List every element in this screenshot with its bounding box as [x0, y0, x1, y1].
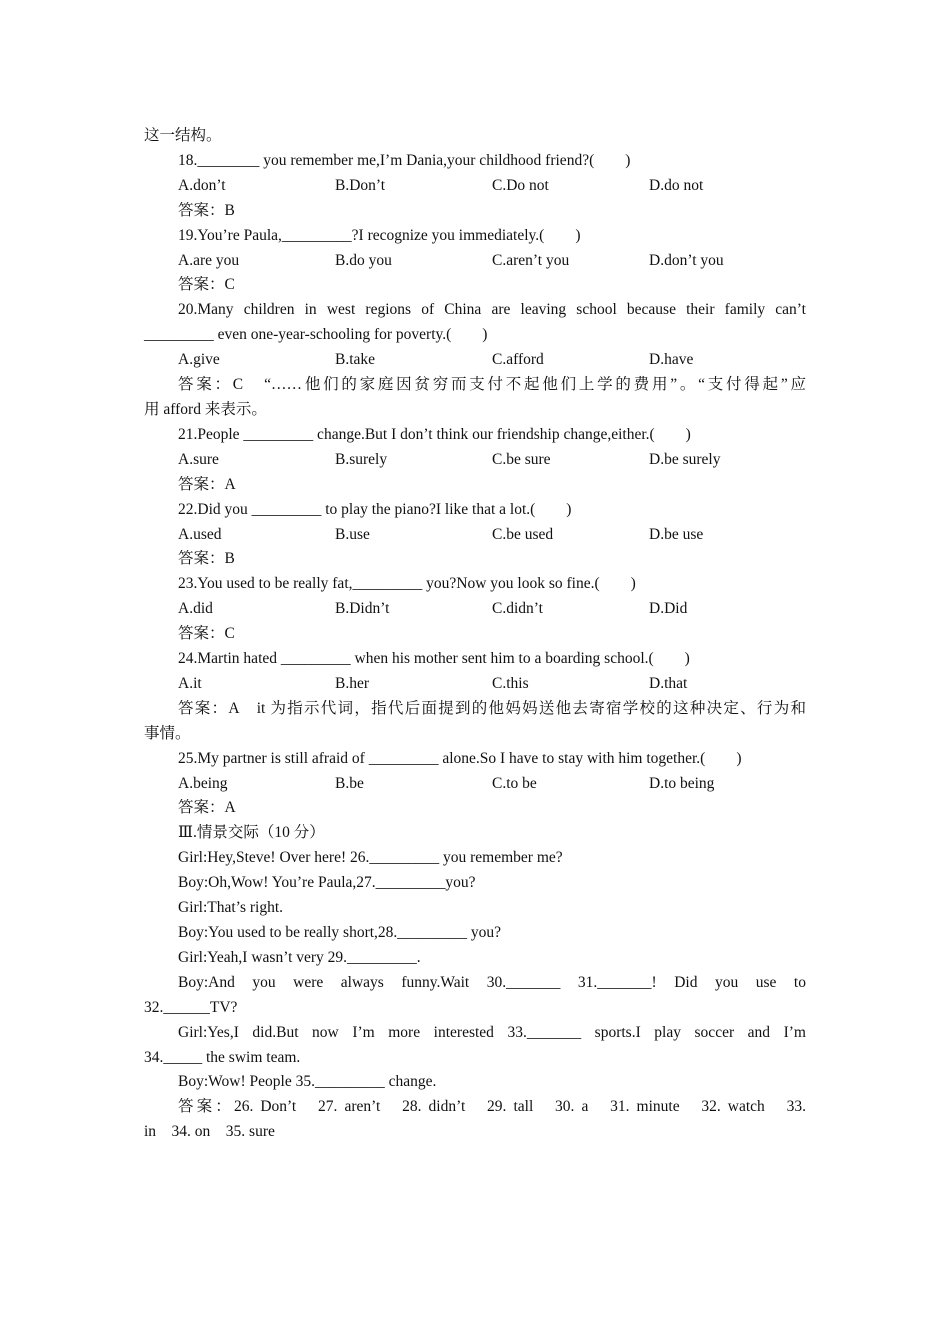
question-24: 24.Martin hated _________ when his mother sent him to a boarding school.( ) [178, 650, 690, 668]
options-24 [144, 672, 806, 697]
option-b: B.take [335, 351, 376, 369]
answer-24-line2: 事情。 [144, 724, 191, 742]
option-a: A.used [178, 525, 222, 543]
option-b: B.use [335, 525, 370, 543]
option-a: A.sure [178, 450, 219, 468]
option-b: B.surely [335, 450, 388, 468]
option-d: D.be surely [649, 450, 721, 468]
option-b: B.Don’t [335, 176, 386, 194]
final-answer-line2: in 34. on 35. sure [144, 1123, 275, 1141]
option-a: A.don’t [178, 176, 226, 194]
option-d: D.do not [649, 176, 704, 194]
dialogue-line-8: Boy:Wow! People 35._________ change. [178, 1073, 437, 1091]
option-a: A.it [178, 674, 202, 692]
options-25 [144, 772, 806, 797]
option-a: A.give [178, 351, 220, 369]
answer-18: 答案：B [178, 201, 235, 219]
answer-19: 答案：C [178, 276, 235, 294]
option-b: B.do you [335, 251, 392, 269]
question-18: 18.________ you remember me,I’m Dania,your childhood friend?( ) [178, 151, 631, 169]
options-23 [144, 597, 806, 622]
option-d: D.Did [649, 600, 688, 618]
final-answer-line1: 答案：26. Don’t 27. aren’t 28. didn’t 29. tall 30. a 31. minute 32. watch 33. [178, 1098, 806, 1116]
option-b: B.be [335, 774, 364, 792]
option-d: D.don’t you [649, 251, 724, 269]
option-a: A.did [178, 600, 213, 618]
dialogue-line: Girl:That’s right. [178, 899, 284, 917]
option-d: D.be use [649, 525, 704, 543]
answer-24-line1: 答案：A it 为指示代词，指代后面提到的他妈妈送他去寄宿学校的这种决定、行为和 [178, 699, 806, 717]
dialogue-line-7b: 34._____ the swim team. [144, 1048, 301, 1066]
dialogue-line: Girl:Yeah,I wasn’t very 29._________. [178, 948, 421, 966]
dialogue-line-7a: Girl:Yes,I did.But now I’m more interested 33._______ sports.I play soccer and I’m [178, 1023, 806, 1041]
options-20 [144, 348, 806, 373]
answer-20-line1: 答案：C “……他们的家庭因贫穷而支付不起他们上学的费用”。“支付得起”应 [178, 376, 806, 394]
options-22 [144, 523, 806, 548]
dialogue-line-6a: Boy:And you were always funny.Wait 30._______ 31._______! Did you use to [178, 973, 806, 991]
options-18 [144, 174, 806, 199]
option-a: A.are you [178, 251, 240, 269]
question-22: 22.Did you _________ to play the piano?I like that a lot.( ) [178, 500, 572, 518]
question-20-line2: _________ even one-year-schooling for poverty.( ) [144, 326, 488, 344]
option-c: C.be sure [492, 450, 551, 468]
question-23: 23.You used to be really fat,_________ you?Now you look so fine.( ) [178, 575, 636, 593]
answer-23: 答案：C [178, 625, 235, 643]
option-c: C.aren’t you [492, 251, 570, 269]
option-a: A.being [178, 774, 228, 792]
option-c: C.this [492, 674, 529, 692]
option-c: C.to be [492, 774, 537, 792]
answer-21: 答案：A [178, 475, 236, 493]
option-d: D.have [649, 351, 694, 369]
intro-text: 这一结构。 [144, 127, 222, 144]
dialogue-line: Girl:Hey,Steve! Over here! 26._________ you remember me? [178, 849, 563, 867]
option-b: B.her [335, 674, 370, 692]
option-c: C.didn’t [492, 600, 543, 618]
option-d: D.to being [649, 774, 715, 792]
dialogue-line: Boy:You used to be really short,28._________ you? [178, 924, 502, 941]
answer-22: 答案：B [178, 550, 235, 568]
option-c: C.Do not [492, 176, 549, 194]
answer-25: 答案：A [178, 799, 236, 817]
dialogue-line: Boy:Oh,Wow! You’re Paula,27._________you? [178, 874, 476, 892]
question-21: 21.People _________ change.But I don’t think our friendship change,either.( ) [178, 425, 691, 443]
document-page [144, 124, 806, 1145]
question-25: 25.My partner is still afraid of _________ alone.So I have to stay with him together.( ) [178, 749, 742, 767]
question-19: 19.You’re Paula,_________?I recognize you immediately.( ) [178, 226, 581, 244]
option-b: B.Didn’t [335, 600, 390, 618]
option-c: C.be used [492, 525, 554, 543]
dialogue-line-6b: 32.______TV? [144, 998, 238, 1016]
options-19 [144, 249, 806, 274]
option-c: C.afford [492, 351, 544, 369]
question-20-line1: 20.Many children in west regions of China are leaving school because their family can’t [178, 301, 806, 319]
options-21 [144, 448, 806, 473]
section-heading: Ⅲ.情景交际（10 分） [178, 824, 325, 842]
option-d: D.that [649, 674, 688, 692]
answer-20-line2: 用 afford 来表示。 [144, 400, 267, 418]
